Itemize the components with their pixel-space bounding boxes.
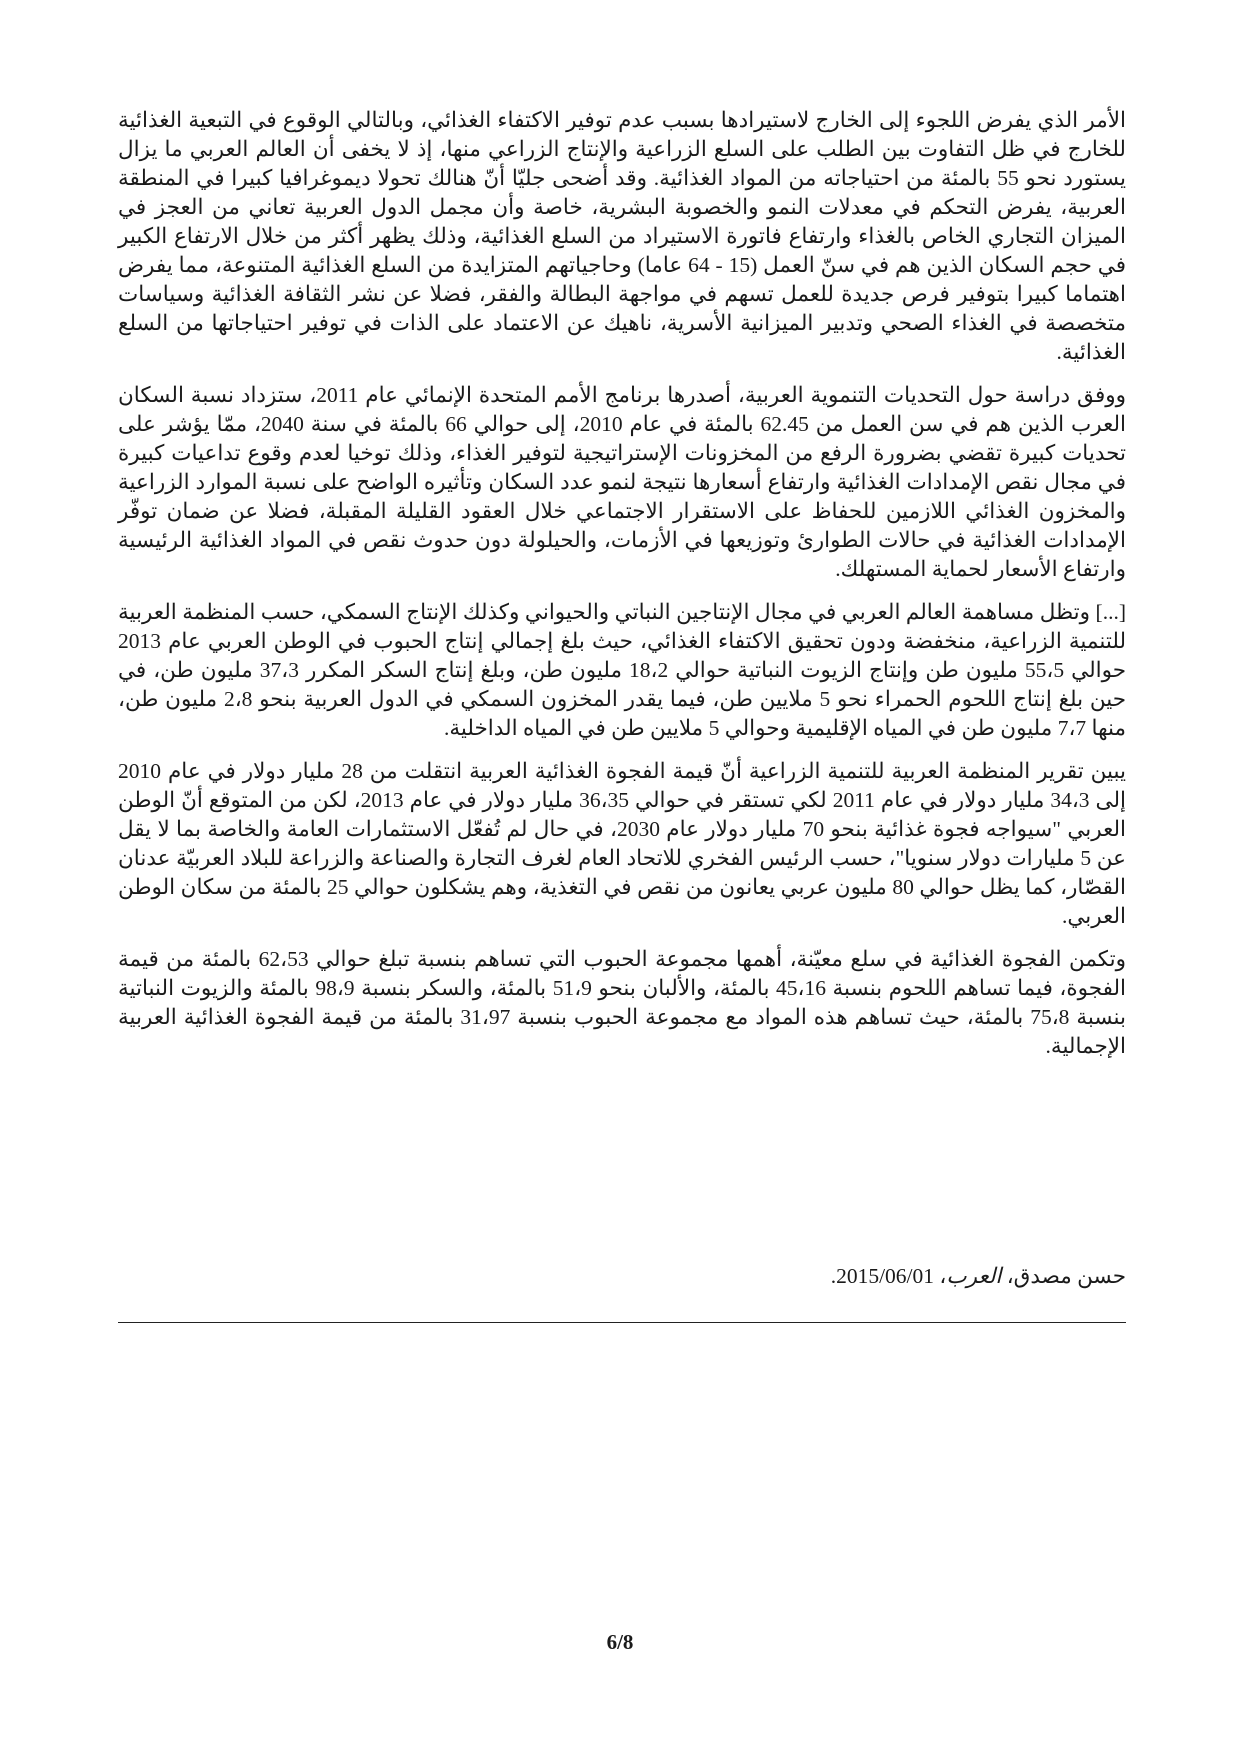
citation-date: ، 2015/06/01. [830, 1264, 947, 1288]
paragraph-1: الأمر الذي يفرض اللجوء إلى الخارج لاستيرادها بسبب عدم توفير الاكتفاء الغذائي، وبالتالي الوقوع في التبعية الغذائية للخارج في ظل التفاوت بين الطلب على السلع الزراعية والإنتاج الزراعي منها، إذ لا يخفى أن العالم العربي ما يزال يستورد نحو 55 بالمئة من احتياجاته من المواد الغذائية. وقد أضحى جليّا أنّ هنالك تحولا ديموغرافيا كبيرا في المنطقة العربية، يفرض التحكم في معدلات النمو والخصوبة البشرية، خاصة وأن مجمل الدول العربية تعاني من العجز في الميزان التجاري الخاص بالغذاء وارتفاع فاتورة الاستيراد من السلع الغذائية، وذلك يظهر أكثر من خلال الارتفاع الكبير في حجم السكان الذين هم في سنّ العمل (15 - 64 عاما) وحاجياتهم المتزايدة من السلع الغذائية المتنوعة، مما يفرض اهتماما كبيرا بتوفير فرص جديدة للعمل تسهم في مواجهة البطالة والفقر، فضلا عن نشر الثقافة الغذائية وسياسات متخصصة في الغذاء الصحي وتدبير الميزانية الأسرية، ناهيك عن الاعتماد على الذات في توفير احتياجاتها من السلع الغذائية. [118, 108, 1126, 364]
paragraph-2: ووفق دراسة حول التحديات التنموية العربية، أصدرها برنامج الأمم المتحدة الإنمائي عام 2011، ستزداد نسبة السكان العرب الذين هم في سن العمل من 62.45 بالمئة في عام 2010، إلى حوالي 66 بالمئة في سنة 2040، ممّا يؤشر على تحديات كبيرة تقضي بضرورة الرفع من المخزونات الإستراتيجية لتوفير الغذاء، وذلك توخيا لعدم وقوع تداعيات كبيرة في مجال نقص الإمدادات الغذائية وارتفاع أسعارها نتيجة لنمو عدد السكان وتأثيره الواضح على نسبة الموارد الزراعية والمخزون الغذائي اللازمين للحفاظ على الاستقرار الاجتماعي خلال العقود القليلة المقبلة، فضلا عن ضمان توفّر الإمدادات الغذائية في حالات الطوارئ وتوزيعها في الأزمات، والحيلولة دون حدوث نقص في المواد الغذائية الرئيسية وارتفاع الأسعار لحماية المستهلك. [118, 383, 1126, 581]
citation-author: حسن مصدق، [1001, 1264, 1126, 1288]
article-body [118, 106, 1126, 1075]
page-number: 6/8 [606, 1630, 634, 1654]
paragraph-5: وتكمن الفجوة الغذائية في سلع معيّنة، أهمها مجموعة الحبوب التي تساهم بنسبة تبلغ حوالي 62،53 بالمئة من قيمة الفجوة، فيما تساهم اللحوم بنسبة 45،16 بالمئة، والألبان بنحو 51،9 بالمئة، والسكر بنسبة 98،9 بالمئة والزيوت النباتية بنسبة 75،8 بالمئة، حيث تساهم هذه المواد مع مجموعة الحبوب بنسبة 31،97 بالمئة من قيمة الفجوة الغذائية العربية الإجمالية. [118, 947, 1127, 1058]
divider-line [118, 1322, 1126, 1323]
paragraph-4: يبين تقرير المنظمة العربية للتنمية الزراعية أنّ قيمة الفجوة الغذائية العربية انتقلت من 28 مليار دولار في عام 2010 إلى 34،3 مليار دولار في عام 2011 لكي تستقر في حوالي 36،35 مليار دولار في عام 2013، لكن من المتوقع أنّ الوطن العربي "سيواجه فجوة غذائية بنحو 70 مليار دولار عام 2030، في حال لم تُفعّل الاستثمارات العامة والخاصة بما لا يقل عن 5 مليارات دولار سنويا"، حسب الرئيس الفخري للاتحاد العام لغرف التجارة والصناعة والزراعة للبلاد العربيّة عدنان القصّار، كما يظل حوالي 80 مليون عربي يعانون من نقص في التغذية، وهم يشكلون حوالي 25 بالمئة من سكان الوطن العربي. [118, 759, 1127, 928]
source-citation [118, 1262, 1126, 1291]
paragraph-3: [...] وتظل مساهمة العالم العربي في مجال الإنتاجين النباتي والحيواني وكذلك الإنتاج السمكي، حسب المنظمة العربية للتنمية الزراعية، منخفضة ودون تحقيق الاكتفاء الغذائي، حيث بلغ إجمالي إنتاج الحبوب في الوطن العربي عام 2013 حوالي 55،5 مليون طن وإنتاج الزيوت النباتية حوالي 18،2 مليون طن، وبلغ إنتاج السكر المكرر 37،3 مليون طن، في حين بلغ إنتاج اللحوم الحمراء نحو 5 ملايين طن، فيما يقدر المخزون السمكي في الدول العربية بنحو 2،8 مليون طن، منها 7،7 مليون طن في المياه الإقليمية وحوالي 5 ملايين طن في المياه الداخلية. [118, 600, 1127, 740]
citation-source: العرب [946, 1264, 1002, 1288]
